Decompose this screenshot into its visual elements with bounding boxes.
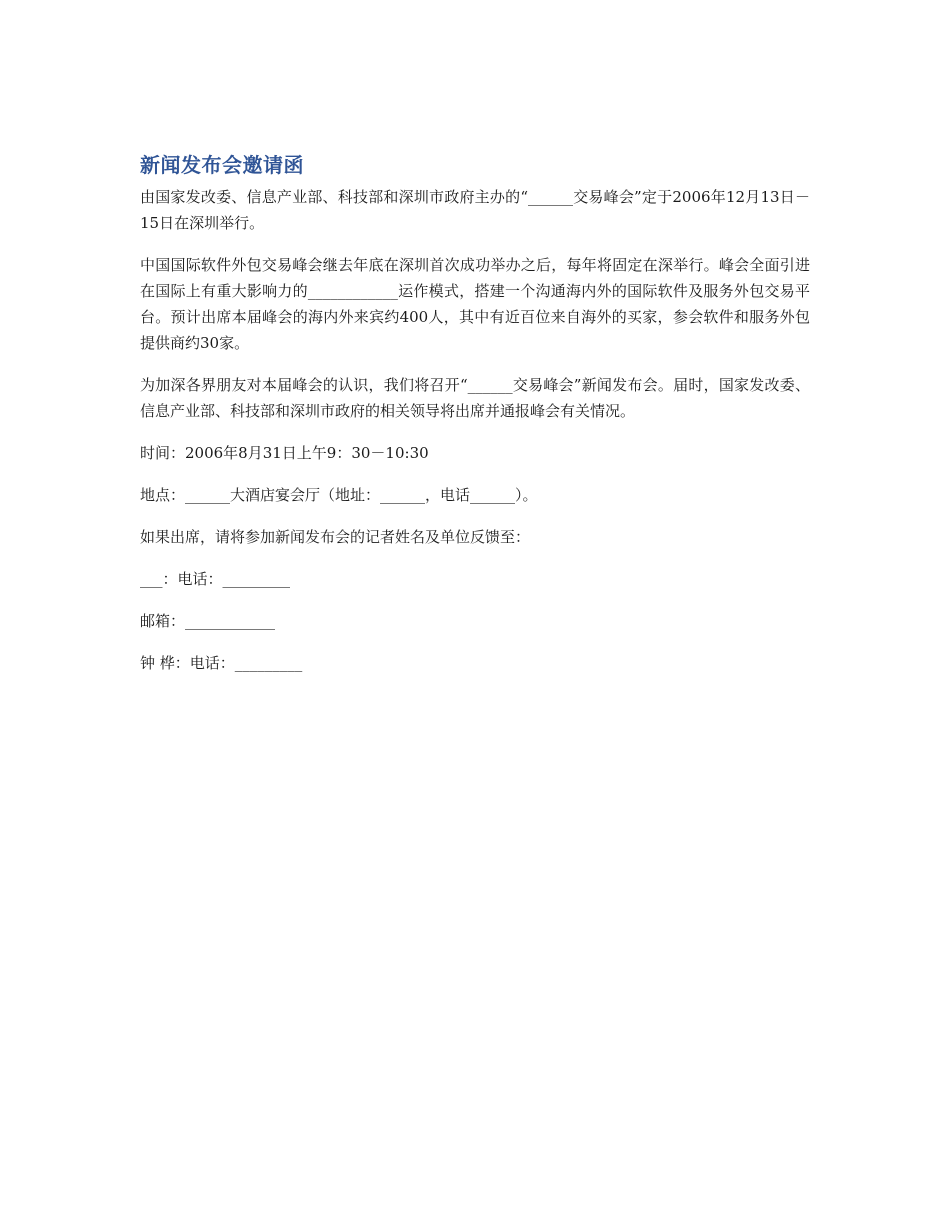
document-title: 新闻发布会邀请函 bbox=[140, 153, 304, 177]
contact-phone-line: ___：电话：_________ bbox=[140, 570, 291, 588]
intro-paragraph: 由国家发改委、信息产业部、科技部和深圳市政府主办的“______交易峰会”定于2006年12月13日－15日在深圳举行。 bbox=[140, 188, 810, 232]
contact-zhong-hua-line: 钟 桦：电话：_________ bbox=[140, 654, 303, 672]
location-line: 地点：______大酒店宴会厅（地址：______，电话______）。 bbox=[140, 486, 538, 504]
press-conference-paragraph: 为加深各界朋友对本届峰会的认识，我们将召开“______交易峰会”新闻发布会。届时，国家发改委、信息产业部、科技部和深圳市政府的相关领导将出席并通报峰会有关情况。 bbox=[140, 376, 810, 420]
summit-description-paragraph: 中国国际软件外包交易峰会继去年底在深圳首次成功举办之后，每年将固定在深举行。峰会全面引进在国际上有重大影响力的____________运作模式，搭建一个沟通海内外的国际软件及服务外包交易平台。预计出席本届峰会的海内外来宾约400人，其中有近百位来自海外的买家，参会软件和服务外包提供商约30家。 bbox=[140, 256, 810, 352]
rsvp-instruction: 如果出席，请将参加新闻发布会的记者姓名及单位反馈至： bbox=[140, 528, 531, 546]
contact-email-line: 邮箱：____________ bbox=[140, 612, 276, 630]
document-page bbox=[140, 150, 810, 692]
time-line: 时间：2006年8月31日上午9：30－10:30 bbox=[140, 444, 429, 462]
